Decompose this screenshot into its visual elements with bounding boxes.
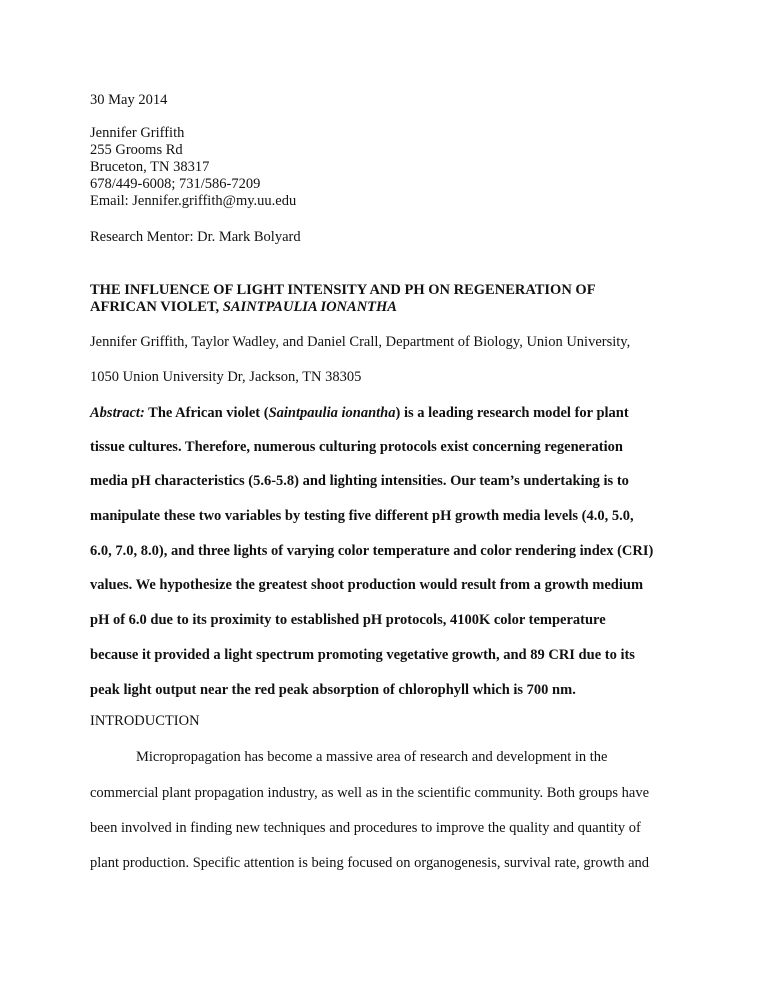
abstract-line-5: 6.0, 7.0, 8.0), and three lights of varying color temperature and color rendering index (CRI) bbox=[90, 543, 654, 559]
author-name: Jennifer Griffith bbox=[90, 125, 185, 141]
intro-line-4: plant production. Specific attention is being focused on organogenesis, survival rate, growth and bbox=[90, 855, 650, 871]
abstract-label: Abstract: bbox=[90, 405, 145, 421]
abstract-line-4: manipulate these two variables by testing five different pH growth media levels (4.0, 5.0, bbox=[90, 508, 634, 524]
abstract-line-8: because it provided a light spectrum promoting vegetative growth, and 89 CRI due to its bbox=[90, 647, 635, 663]
abstract-line-3: media pH characteristics (5.6-5.8) and lighting intensities. Our team’s undertaking is to bbox=[90, 473, 629, 489]
abstract-line-1 bbox=[90, 405, 629, 422]
abstract-line-7: pH of 6.0 due to its proximity to established pH protocols, 4100K color temperature bbox=[90, 612, 606, 628]
authors-line-1: Jennifer Griffith, Taylor Wadley, and Daniel Crall, Department of Biology, Union University, bbox=[90, 334, 631, 350]
intro-line-3: been involved in finding new techniques and procedures to improve the quality and quantity of bbox=[90, 820, 641, 836]
intro-line-1: Micropropagation has become a massive area of research and development in the bbox=[136, 749, 608, 765]
title-species: SAINTPAULIA IONANTHA bbox=[222, 299, 397, 315]
paper-title-line-1: THE INFLUENCE OF LIGHT INTENSITY AND PH ON REGENERATION OF bbox=[90, 282, 596, 298]
title-prefix: AFRICAN VIOLET, bbox=[90, 299, 223, 315]
email-line: Email: Jennifer.griffith@my.uu.edu bbox=[90, 193, 297, 209]
letter-date: 30 May 2014 bbox=[90, 92, 168, 108]
abstract-text-a: The African violet ( bbox=[144, 405, 269, 421]
introduction-heading: INTRODUCTION bbox=[90, 713, 200, 729]
abstract-line-6: values. We hypothesize the greatest shoot production would result from a growth medium bbox=[90, 577, 644, 593]
authors-line-2: 1050 Union University Dr, Jackson, TN 38305 bbox=[90, 369, 362, 385]
paper-title-line-2 bbox=[90, 299, 397, 316]
intro-line-2: commercial plant propagation industry, as well as in the scientific community. Both groups have bbox=[90, 785, 650, 801]
street-address: 255 Grooms Rd bbox=[90, 142, 183, 158]
city-state-zip: Bruceton, TN 38317 bbox=[90, 159, 210, 175]
research-mentor: Research Mentor: Dr. Mark Bolyard bbox=[90, 229, 301, 245]
abstract-line-9: peak light output near the red peak absorption of chlorophyll which is 700 nm. bbox=[90, 682, 576, 698]
abstract-line-2: tissue cultures. Therefore, numerous culturing protocols exist concerning regeneration bbox=[90, 439, 623, 455]
phone-numbers: 678/449-6008; 731/586-7209 bbox=[90, 176, 261, 192]
abstract-species: Saintpaulia ionantha bbox=[268, 405, 396, 421]
abstract-text-b: ) is a leading research model for plant bbox=[395, 405, 629, 421]
